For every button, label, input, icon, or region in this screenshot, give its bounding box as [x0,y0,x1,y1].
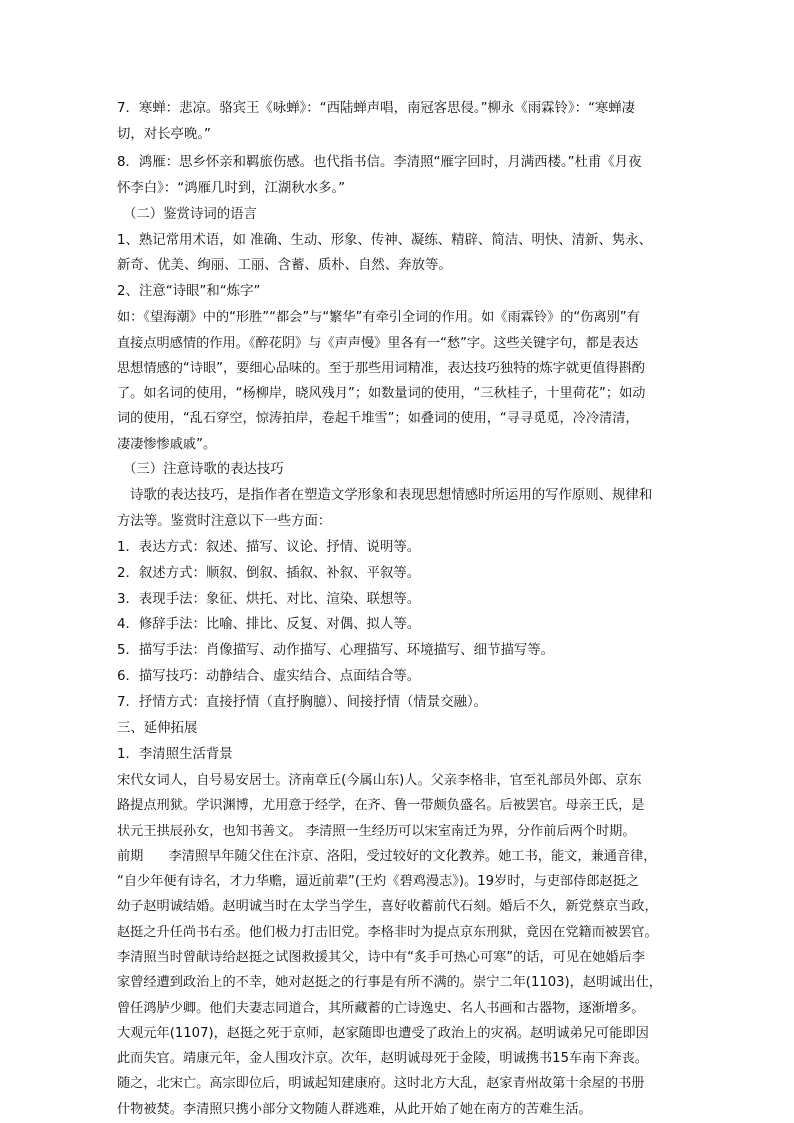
text-line: 切，对长亭晚。” [117,126,211,142]
text-line: 什物被焚。李清照只携小部分文物随人群逃难，从此开始了她在南方的苦难生活。 [117,1101,592,1117]
text-line: 思想情感的“诗眼”，要细心品味的。至于那些用词精准，表达技巧独特的炼字就更值得斟酌 [117,360,645,376]
list-techniques [117,535,683,716]
text-line: 此而失官。靖康元年，金人围攻汴京。次年，赵明诚母死于金陵，明诚携书15车南下奔丧。 [117,1051,649,1067]
text-line: 了。如名词的使用，“杨柳岸，晓风残月”；如数量词的使用，“三秋桂子，十里荷花”；如动 [117,386,646,402]
text-line: 赵挺之升任尚书右丞。他们极力打击旧党。李格非时为提点京东刑狱，竟因在党籍而被罢官。 [117,924,658,940]
text-line: 路提点刑狱。学识渊博，尤用意于经学，在齐、鲁一带颇负盛名。后被罢官。母亲王氏，是 [117,798,645,814]
paragraph-terms [117,228,683,280]
list-item: 4．修辞手法：比喻、排比、反复、对偶、拟人等。 [117,617,421,633]
paragraph-poem-eye [117,305,683,457]
text-line: 如：《望海潮》中的“形胜”“都会”与“繁华”有牵引全词的作用。如《雨霖铃》的“伤离别”有 [117,310,640,326]
subheading-li-qingzhao [117,742,683,768]
text-line: “自少年便有诗名，才力华赡，逼近前辈”(王灼《碧鸡漫志》)。19岁时，与吏部侍郎赵挺之 [117,874,640,890]
text-line: 家曾经遭到政治上的不幸，她对赵挺之的行事是有所不满的。崇宁二年(1103)，赵明诚出仕， [117,975,662,991]
text-line: 曾任鸿胪少卿。他们夫妻志同道合，其所藏蓄的亡诗逸史、名人书画和古器物，逐渐增多。 [117,1000,645,1016]
heading-text: （二）鉴赏诗词的语言 [123,206,257,222]
text-line: 方法等。鉴赏时注意以下一些方面： [117,513,332,529]
list-item: 5．描写手法：肖像描写、动作描写、心理描写、环境描写、细节描写等。 [117,643,555,659]
text-line: 随之，北宋亡。高宗即位后，明诚起知建康府。这时北方大乱，赵家青州故第十余屋的书册 [117,1076,645,1092]
heading-text: 三、延伸拓展 [117,721,198,737]
section-heading-language [117,202,683,228]
text-line: 状元王拱辰孙女，也知书善文。 李清照一生经历可以宋室南迁为界，分作前后两个时期。 [117,823,636,839]
paragraph-techniques-intro [117,483,683,535]
list-item: 3．表现手法：象征、烘托、对比、渲染、联想等。 [117,591,421,607]
text-line: 新奇、优美、绚丽、工丽、含蓄、质朴、自然、奔放等。 [117,258,452,274]
paragraph-wild-goose [117,150,683,202]
paragraph-biography [117,768,683,844]
paragraph-early-period [117,844,683,1122]
list-item: 2．叙述方式：顺叙、倒叙、插叙、补叙、平叙等。 [117,565,421,581]
heading-text: 1．李清照生活背景 [117,747,233,762]
text-line: 直接点明感情的作用。《醉花阴》与《声声慢》里各有一“愁”字。这些关键字句，都是表达 [117,335,639,351]
paragraph-cicada [117,96,683,148]
heading-text: 2、注意“诗眼”和“炼字” [117,284,261,300]
text-line: 怀李白》：“鸿雁几时到，江湖秋水多。” [117,180,346,196]
text-line: 大观元年(1107)，赵挺之死于京师，赵家随即也遭受了政治上的灾祸。赵明诚弟兄可能即因 [117,1025,649,1041]
subheading-poem-eye [117,279,683,305]
document-page [117,96,683,1122]
text-line: 宋代女词人，自号易安居士。济南章丘(今属山东)人。父亲李格非，官至礼部员外郎、京东 [117,772,642,788]
text-line: 1、熟记常用术语，如 准确、生动、形象、传神、凝练、精辟、简洁、明快、清新、隽永、 [117,232,653,248]
text-line: 诗歌的表达技巧，是指作者在塑造文学形象和表现思想情感时所运用的写作原则、规律和 [130,487,653,503]
text-line: 词的使用，“乱石穿空，惊涛拍岸，卷起千堆雪”；如叠词的使用，“寻寻觅觅，冷冷清清， [117,411,639,427]
list-item: 7．抒情方式：直接抒情（直抒胸臆）、间接抒情（情景交融）。 [117,695,488,711]
text-line: 李清照当时曾献诗给赵挺之试图救援其父，诗中有“炙手可热心可寒”的话，可见在她婚后李 [117,949,645,965]
section-heading-extension [117,716,683,742]
text-line: 幼子赵明诚结婚。赵明诚当时在太学当学生，喜好收蓄前代石刻。婚后不久，新党蔡京当政， [117,899,658,915]
text-line: 8．鸿雁：思乡怀亲和羁旅伤感。也代指书信。李清照“雁字回时，月满西楼。”杜甫《月夜 [117,154,642,170]
text-line: 7．寒蝉：悲凉。骆宾王《咏蝉》：“西陆蝉声唱，南冠客思侵。”柳永《雨霖铃》：“寒蝉凄 [117,101,636,116]
heading-text: （三）注意诗歌的表达技巧 [123,462,284,478]
list-item: 6．描写技巧：动静结合、虚实结合、点面结合等。 [117,669,421,685]
text-line: 前期 李清照早年随父住在汴京、洛阳，受过较好的文化教养。她工书，能文，兼通音律， [117,848,657,864]
text-line: 凄凄惨惨戚戚”。 [117,436,217,452]
section-heading-techniques [117,457,683,483]
list-item: 1．表达方式：叙述、描写、议论、抒情、说明等。 [117,539,421,555]
